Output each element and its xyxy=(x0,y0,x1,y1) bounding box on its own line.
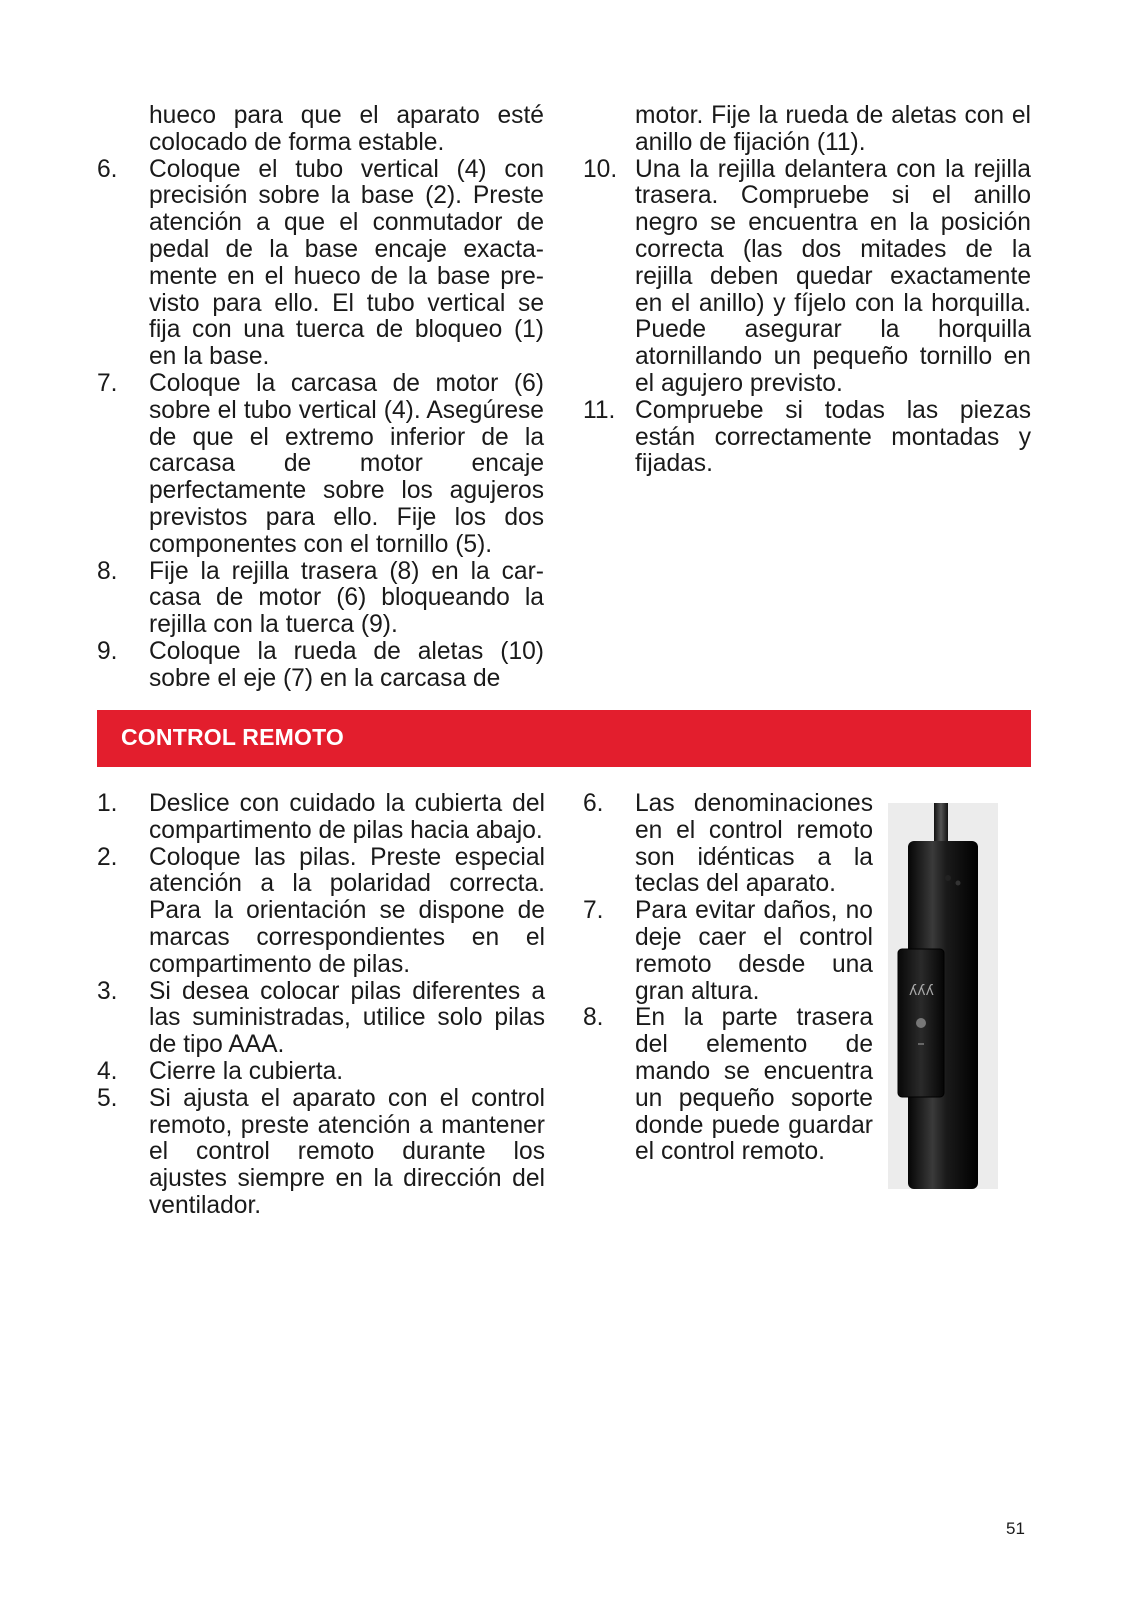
list-item xyxy=(97,1059,545,1086)
item-text: Coloque el tubo vertical (4) con precisión sobre la base (2). Preste atención a que el conmutador de pedal de la base encaje exactamente en el hueco de la base previsto para ello. El tubo vertical se fija con una tuerca de bloqueo (1) en la base. xyxy=(149,155,544,371)
svg-text:ʎʎʎ: ʎʎʎ xyxy=(909,983,934,999)
list-item xyxy=(583,791,873,898)
remote-column-left xyxy=(97,791,545,1220)
item-text: Fije la rejilla trasera (8) en la carcasa de motor (6) bloqueando la rejilla con la tuerca (9). xyxy=(149,557,544,639)
item-text: Cierre la cubierta. xyxy=(149,1057,344,1085)
list-item xyxy=(583,157,1031,398)
list-item xyxy=(97,1086,545,1220)
item-number: 7. xyxy=(97,369,118,397)
item-number: 1. xyxy=(97,790,118,817)
item-number: 7. xyxy=(583,897,604,925)
item-number: 4. xyxy=(97,1057,118,1085)
list-item xyxy=(97,791,545,845)
list-item xyxy=(97,845,545,979)
item-text: En la parte trasera del elemento de mando se encuentra un pequeño soporte donde puede guardar el control remoto. xyxy=(635,1004,873,1166)
item-number: 3. xyxy=(97,977,118,1005)
item-text: Para evitar daños, no deje caer el control remoto desde una gran altura. xyxy=(635,897,873,1005)
item-text: Si desea colocar pilas diferentes a las suministradas, utilice solo pilas de tipo AAA. xyxy=(149,977,545,1059)
list-item xyxy=(97,559,544,639)
remote-control-photo xyxy=(888,803,998,1189)
item-number: 8. xyxy=(583,1004,604,1032)
assembly-column-right xyxy=(583,103,1031,478)
section-banner xyxy=(97,710,1031,767)
item-number: 11. xyxy=(583,396,616,424)
remote-column-right xyxy=(583,791,873,1166)
item-text: Si ajusta el aparato con el control remoto, preste atención a mantener el control remoto durante los ajustes siempre en la dirección del ventilador. xyxy=(149,1084,545,1219)
item-number: 9. xyxy=(97,637,118,665)
item-number: 10. xyxy=(583,155,618,183)
list-item xyxy=(583,898,873,1005)
item-text: Compruebe si todas las piezas están correctamente montadas y fijadas. xyxy=(635,396,1031,478)
list-item xyxy=(583,398,1031,478)
item-number: 6. xyxy=(97,155,118,183)
item-text: Coloque la rueda de aletas (10) sobre el eje (7) en la carcasa de xyxy=(149,637,544,692)
page-number: 51 xyxy=(1006,1519,1025,1538)
section-title: CONTROL REMOTO xyxy=(121,724,345,750)
item-text: Deslice con cuidado la cubierta del compartimento de pilas hacia abajo. xyxy=(149,790,545,844)
item-text: Coloque las pilas. Preste especial atención a la polaridad correcta. Para la orientación se dispone de marcas correspondientes en el compartimento de pilas. xyxy=(149,843,545,978)
item-text: Coloque la carcasa de motor (6) sobre el tubo vertical (4). Asegúrese de que el extremo inferior de la carcasa de motor encaje perfectamente sobre los agujeros previstos para ello. Fije los dos componentes con el tornillo (5). xyxy=(149,369,544,558)
list-item xyxy=(97,371,544,559)
assembly-continuation: motor. Fije la rueda de aletas con el anillo de fijación (11). xyxy=(635,102,1031,156)
item-number: 8. xyxy=(97,557,118,585)
item-number: 2. xyxy=(97,843,118,871)
item-text: Una la rejilla delantera con la rejilla trasera. Compruebe si el anillo negro se encuentra en la posición correcta (las dos mitades de la rejilla deben quedar exactamente en el anillo) y fíjelo con la horquilla. Puede asegurar la horquilla atornillando un pequeño tornillo en el agujero previsto. xyxy=(635,155,1031,397)
assembly-continuation: hueco para que el aparato esté colocado de forma estable. xyxy=(149,102,544,156)
list-item xyxy=(583,1005,873,1166)
list-item xyxy=(97,979,545,1059)
item-text: Las denominaciones en el control remoto son idénticas a la teclas del aparato. xyxy=(635,790,873,898)
item-number: 6. xyxy=(583,790,604,817)
item-number: 5. xyxy=(97,1084,118,1112)
assembly-column-left xyxy=(97,103,544,693)
list-item xyxy=(97,639,544,693)
list-item xyxy=(97,157,544,371)
